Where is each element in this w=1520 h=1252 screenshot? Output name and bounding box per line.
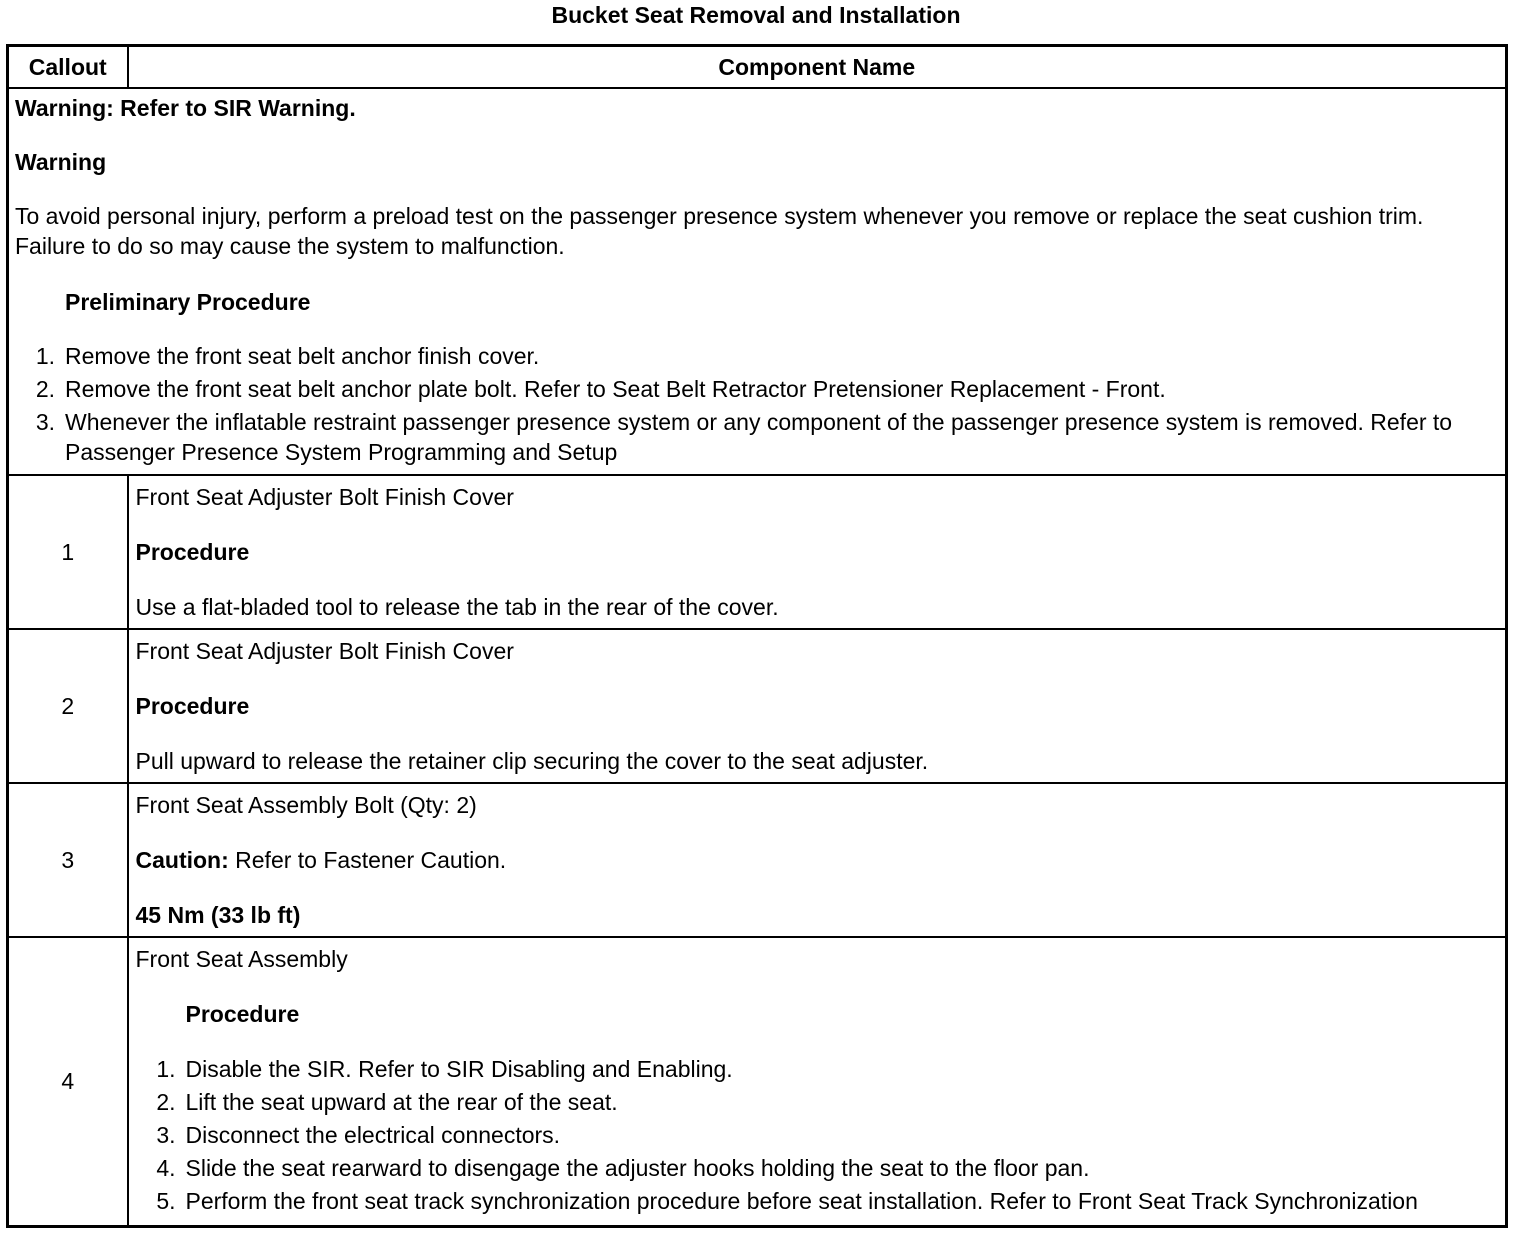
component-cell <box>128 783 1507 937</box>
procedure-label: Procedure <box>185 1001 300 1027</box>
list-item: 2. Remove the front seat belt anchor plate bolt. Refer to Seat Belt Retractor Pretensioner Replacement - Front. <box>35 376 1166 402</box>
component-cell <box>128 937 1507 1227</box>
table-row <box>8 475 1507 629</box>
sir-warning: Warning: Refer to SIR Warning. <box>15 95 356 121</box>
list-item: 4. Slide the seat rearward to disengage the adjuster hooks holding the seat to the floor pan. <box>156 1155 1090 1181</box>
warning-heading: Warning <box>15 149 107 175</box>
component-cell <box>128 475 1507 629</box>
warning-text: To avoid personal injury, perform a preload test on the passenger presence system whenever you remove or replace the seat cushion trim. Failure to do so may cause the system to malfunction. <box>15 203 1424 259</box>
procedure-label: Procedure <box>135 539 250 565</box>
list-item: 3. Disconnect the electrical connectors. <box>156 1122 561 1148</box>
preliminary-procedure-heading: Preliminary Procedure <box>65 289 311 315</box>
table-row <box>8 783 1507 937</box>
warning-cell <box>8 88 1507 475</box>
list-item: 3. Whenever the inflatable restraint passenger presence system or any component of the passenger presence system is removed. Refer to Passenger Presence System Programming and Setup <box>35 409 1453 465</box>
component-name: Front Seat Adjuster Bolt Finish Cover <box>135 484 514 510</box>
preliminary-steps <box>15 341 1499 467</box>
list-item: 2. Lift the seat upward at the rear of the seat. <box>156 1089 618 1115</box>
callout-number: 4 <box>8 937 128 1227</box>
table-header-row <box>8 46 1507 89</box>
table-row <box>8 937 1507 1227</box>
callout-number: 2 <box>8 629 128 783</box>
component-name-header: Component Name <box>128 46 1507 89</box>
warning-row <box>8 88 1507 475</box>
caution-text: Refer to Fastener Caution. <box>228 847 507 873</box>
procedure-steps <box>136 1054 1499 1216</box>
component-name: Front Seat Adjuster Bolt Finish Cover <box>135 638 514 664</box>
caution-label: Caution: <box>135 847 229 873</box>
component-table <box>6 44 1508 1228</box>
list-item: 1. Disable the SIR. Refer to SIR Disabling and Enabling. <box>156 1056 733 1082</box>
component-name: Front Seat Assembly <box>135 946 348 972</box>
component-cell <box>128 629 1507 783</box>
callout-number: 1 <box>8 475 128 629</box>
table-row <box>8 629 1507 783</box>
list-item: 5. Perform the front seat track synchronization procedure before seat installation. Refer to Front Seat Track Synchronization <box>156 1188 1418 1214</box>
callout-number: 3 <box>8 783 128 937</box>
caution-line <box>136 845 1499 875</box>
page-title: Bucket Seat Removal and Installation <box>551 2 961 28</box>
procedure-text: Use a flat-bladed tool to release the tab in the rear of the cover. <box>135 594 779 620</box>
procedure-text: Pull upward to release the retainer clip securing the cover to the seat adjuster. <box>135 748 929 774</box>
torque-spec: 45 Nm (33 lb ft) <box>135 902 301 928</box>
callout-header: Callout <box>8 46 128 89</box>
procedure-label: Procedure <box>135 693 250 719</box>
component-name: Front Seat Assembly Bolt (Qty: 2) <box>135 792 477 818</box>
list-item: 1. Remove the front seat belt anchor finish cover. <box>35 343 540 369</box>
